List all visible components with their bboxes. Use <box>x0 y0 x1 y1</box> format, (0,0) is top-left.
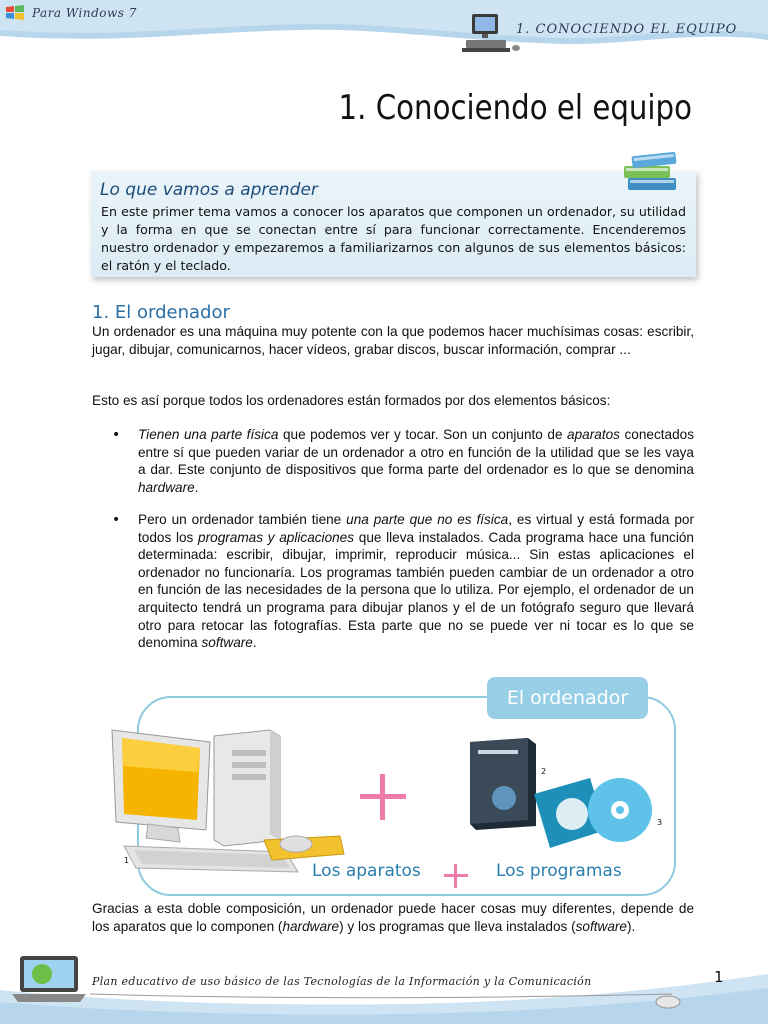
plus-icon <box>360 774 406 820</box>
bullet-software: Pero un ordenador también tiene una parte que no es física, es virtual y está formada por todos los programas y aplicaciones que lleva instalados. Cada programa hace una función determinada: escribir, dibujar, imprimir, reproducir música... Sin estas aplicaciones el ordenador no funcionaría. Los programas también pueden cambiar de un ordenador a otro en función de las necesidades de la persona que lo utiliza. Por ejemplo, el ordenador de un arquitecto tendrá un programa para dibujar planos y el de un fotógrafo seguro que llevará otro para retocar las fotografías. Esta parte que no se puede ver ni tocar es lo que se denomina software. <box>138 512 694 651</box>
learn-box-text: En este primer tema vamos a conocer los aparatos que componen un ordenador, su utilidad y la forma en que se conectan entre sí para funcionar correctamente. Encenderemos nuestro ordenador y empezaremos a familiarizarnos con algunos de sus elementos básicos: el ratón y el teclado. <box>101 204 686 273</box>
page-title: 1. Conociendo el equipo <box>338 88 692 128</box>
cd-illustration <box>528 770 654 852</box>
label-number-3: 3 <box>657 818 663 827</box>
bullet-marker: • <box>112 427 121 443</box>
windows-logo-icon <box>4 4 26 22</box>
laptop-logo-icon <box>12 954 86 1006</box>
bullet-hardware: Tienen una parte física que podemos ver y tocar. Son un conjunto de aparatos conectados entre sí que pueden variar de un ordenador a otro en función de la utilidad que se les vaya a dar. Este conjunto de dispositivos que forma parte del ordenador es lo que se denomina hardware. <box>138 427 695 495</box>
label-software: Los programas <box>496 861 622 881</box>
closing-paragraph: Gracias a esta doble composición, un ordenador puede hacer cosas muy diferentes, depende de los aparatos que lo componen (hardware) y los programas que lleva instalados (software). <box>92 901 694 934</box>
computer-illustration <box>102 722 350 884</box>
mouse-icon <box>652 994 682 1010</box>
label-number-1: 1 <box>124 856 130 865</box>
label-hardware: Los aparatos <box>312 861 421 881</box>
page-number: 1 <box>714 968 724 986</box>
diagram-title: El ordenador <box>487 677 648 719</box>
learn-box-heading: Lo que vamos a aprender <box>100 180 318 200</box>
intro-paragraph: Un ordenador es una máquina muy potente con la que podemos hacer muchísimas cosas: escribir, jugar, dibujar, comunicarnos, hacer vídeos, grabar discos, buscar información, comprar ... <box>92 324 694 357</box>
footer-text: Plan educativo de uso básico de las Tecnologías de la Información y la Comunicación <box>92 975 592 988</box>
plus-icon-small <box>444 864 468 888</box>
header-section-title: 1. CONOCIENDO EL EQUIPO <box>516 22 738 37</box>
header-left-text: Para Windows 7 <box>32 6 137 20</box>
books-icon <box>622 150 682 194</box>
section-heading: 1. El ordenador <box>92 302 230 323</box>
bullet-marker: • <box>112 512 121 528</box>
elements-paragraph: Esto es así porque todos los ordenadores están formados por dos elementos básicos: <box>92 393 611 408</box>
computer-icon <box>462 12 522 54</box>
label-number-2: 2 <box>541 767 547 776</box>
